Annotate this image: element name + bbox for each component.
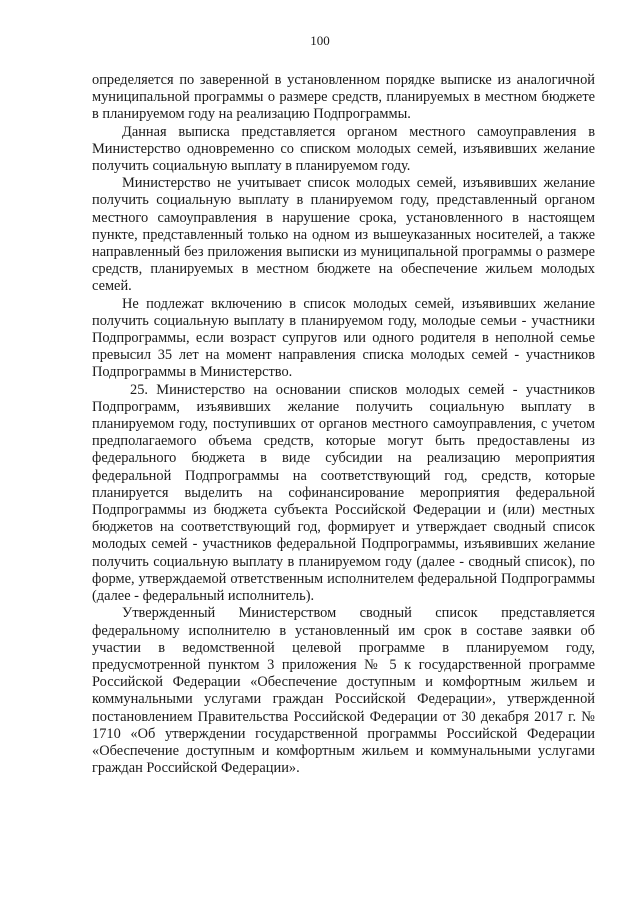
body-text [92,72,595,777]
paragraph: Утвержденный Министерством сводный список представляется федеральному исполнителю в установленный им срок в составе заявки об участии в ведомственной целевой программе в планируемом году, предусмотренной пунктом 3 приложения № 5 к государственной программе Российской Федерации «Обеспечение доступным и комфортным жильем и коммунальными услугами граждан Российской Федерации», утвержденной постановлением Правительства Российской Федерации от 30 декабря 2017 г. № 1710 «Об утверждении государственной программы Российской Федерации «Обеспечение доступным и комфортным жильем и коммунальными услугами граждан Российской Федерации». [92,605,595,777]
paragraph: Не подлежат включению в список молодых семей, изъявивших желание получить социальную выплату в планируемом году, молодые семьи - участники Подпрограммы, если возраст супругов или одного родителя в неполной семье превысил 35 лет на момент направления списка молодых семей - участников Подпрограммы в Министерство. [92,295,595,381]
numbered-paragraph-25: 25. Министерство на основании списков молодых семей - участников Подпрограмм, изъявивших желание получить социальную выплату в планируемом году, поступивших от органов местного самоуправления, с учетом предполагаемого объема средств, которые могут быть предоставлены из федерального бюджета в виде субсидии на реализацию мероприятия федеральной Подпрограммы на соответствующий год, средств, которые планируется выделить на софинансирование мероприятия федеральной Подпрограммы из бюджета субъекта Российской Федерации и (или) местных бюджетов на соответствующий год, формирует и утверждает сводный список молодых семей - участников федеральной Подпрограммы, изъявивших желание получить социальную выплату в планируемом году (далее - сводный список), по форме, утверждаемой ответственным исполнителем федеральной Подпрограммы (далее - федеральный исполнитель). [92,381,595,605]
paragraph: Министерство не учитывает список молодых семей, изъявивших желание получить социальную выплату в планируемом году, представленный органом местного самоуправления в нарушение срока, установленного в настоящем пункте, представленный только на одном из вышеуказанных носителей, а также направленный без приложения выписки из муниципальной программы о размере средств, планируемых в местном бюджете на обеспечение жильем молодых семей. [92,175,595,295]
paragraph: Данная выписка представляется органом местного самоуправления в Министерство одновременно со списком молодых семей, изъявивших желание получить социальную выплату в планируемом году. [92,123,595,175]
paragraph-continuation: определяется по заверенной в установленном порядке выписке из аналогичной муниципальной программы о размере средств, планируемых в местном бюджете в планируемом году на реализацию Подпрограммы. [92,72,595,123]
page-number: 100 [310,33,330,48]
